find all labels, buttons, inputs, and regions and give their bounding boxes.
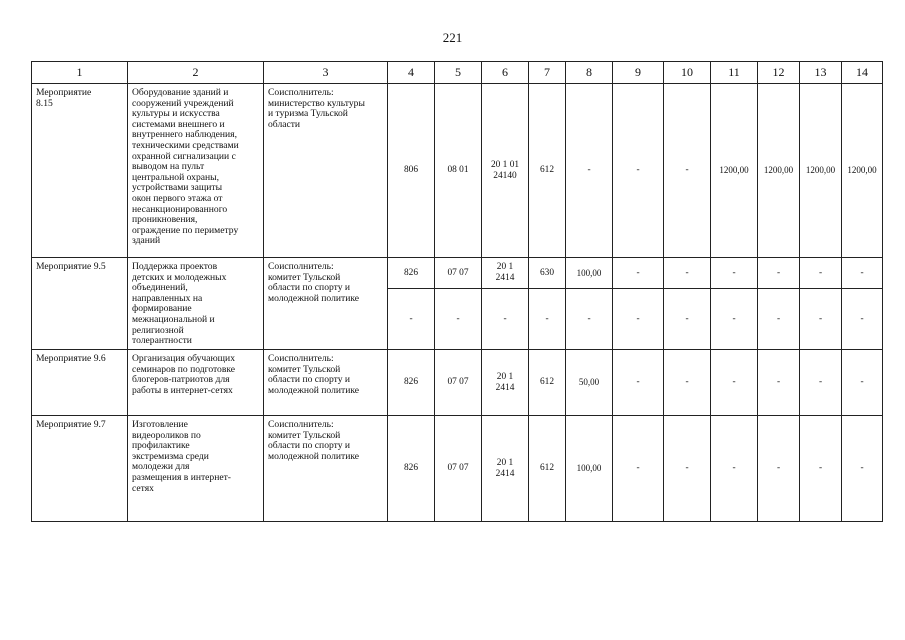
value-cell: 1200,00	[711, 84, 758, 258]
value-cell: 612	[529, 350, 566, 416]
value-cell: 612	[529, 84, 566, 258]
value-cell: -	[842, 289, 883, 350]
value-cell: 20 1 2414	[482, 350, 529, 416]
value-cell: -	[842, 416, 883, 522]
value-cell: -	[529, 289, 566, 350]
value-cell: 100,00	[566, 258, 613, 289]
value-cell: -	[613, 416, 664, 522]
value-cell: -	[800, 289, 842, 350]
value-cell: -	[435, 289, 482, 350]
budget-table	[31, 61, 883, 522]
value-cell: -	[613, 84, 664, 258]
value-cell: -	[711, 350, 758, 416]
header-row	[32, 62, 883, 84]
value-cell: 50,00	[566, 350, 613, 416]
value-cell: -	[664, 289, 711, 350]
activity-description: Оборудование зданий и сооружений учреждений культуры и искусства системами внешнего и внутреннего наблюдения, техническими средствами охранной сигнализации с выводом на пульт центральной охраны, устройствами защиты окон первого этажа от несанкционированного проникновения, ограждение по периметру зданий	[128, 84, 264, 258]
value-cell: -	[613, 350, 664, 416]
value-cell: 826	[388, 416, 435, 522]
table-row	[32, 84, 883, 258]
value-cell: 630	[529, 258, 566, 289]
value-cell: -	[388, 289, 435, 350]
value-cell: 20 1 01 24140	[482, 84, 529, 258]
column-header: 5	[435, 62, 482, 84]
value-cell: 1200,00	[842, 84, 883, 258]
value-cell: 20 1 2414	[482, 416, 529, 522]
co-executor: Соисполнитель: комитет Тульской области по спорту и молодежной политике	[264, 258, 388, 350]
column-header: 1	[32, 62, 128, 84]
value-cell: 612	[529, 416, 566, 522]
value-cell: -	[711, 258, 758, 289]
value-cell: -	[566, 289, 613, 350]
table-row	[32, 350, 883, 416]
value-cell: -	[613, 258, 664, 289]
value-cell: -	[758, 350, 800, 416]
column-header: 11	[711, 62, 758, 84]
column-header: 2	[128, 62, 264, 84]
value-cell: -	[664, 258, 711, 289]
table-row	[32, 258, 883, 289]
column-header: 9	[613, 62, 664, 84]
column-header: 10	[664, 62, 711, 84]
column-header: 3	[264, 62, 388, 84]
value-cell: 08 01	[435, 84, 482, 258]
activity-label: Мероприятие 8.15	[32, 84, 128, 258]
value-cell: -	[800, 258, 842, 289]
value-cell: -	[664, 84, 711, 258]
activity-description: Поддержка проектов детских и молодежных объединений, направленных на формирование межнациональной и религиозной толерантности	[128, 258, 264, 350]
value-cell: 1200,00	[800, 84, 842, 258]
value-cell: 806	[388, 84, 435, 258]
co-executor: Соисполнитель: министерство культуры и туризма Тульской области	[264, 84, 388, 258]
co-executor: Соисполнитель: комитет Тульской области по спорту и молодежной политике	[264, 350, 388, 416]
value-cell: -	[842, 258, 883, 289]
value-cell: 07 07	[435, 416, 482, 522]
activity-label: Мероприятие 9.6	[32, 350, 128, 416]
value-cell: 07 07	[435, 258, 482, 289]
column-header: 12	[758, 62, 800, 84]
value-cell: 826	[388, 258, 435, 289]
column-header: 14	[842, 62, 883, 84]
column-header: 7	[529, 62, 566, 84]
value-cell: 07 07	[435, 350, 482, 416]
column-header: 8	[566, 62, 613, 84]
co-executor: Соисполнитель: комитет Тульской области по спорту и молодежной политике	[264, 416, 388, 522]
value-cell: -	[758, 258, 800, 289]
value-cell: 1200,00	[758, 84, 800, 258]
activity-label: Мероприятие 9.5	[32, 258, 128, 350]
value-cell: -	[711, 289, 758, 350]
activity-label: Мероприятие 9.7	[32, 416, 128, 522]
value-cell: -	[482, 289, 529, 350]
page-number: 221	[442, 30, 463, 45]
value-cell: -	[758, 289, 800, 350]
value-cell: -	[613, 289, 664, 350]
value-cell: -	[711, 416, 758, 522]
column-header: 13	[800, 62, 842, 84]
value-cell: -	[664, 350, 711, 416]
value-cell: -	[800, 416, 842, 522]
value-cell: -	[800, 350, 842, 416]
value-cell: -	[842, 350, 883, 416]
value-cell: 100,00	[566, 416, 613, 522]
value-cell: -	[758, 416, 800, 522]
value-cell: 20 1 2414	[482, 258, 529, 289]
value-cell: -	[664, 416, 711, 522]
activity-description: Изготовление видеороликов по профилактике экстремизма среди молодежи для размещения в интернет- сетях	[128, 416, 264, 522]
column-header: 4	[388, 62, 435, 84]
table-row	[32, 416, 883, 522]
value-cell: -	[566, 84, 613, 258]
activity-description: Организация обучающих семинаров по подготовке блогеров-патриотов для работы в интернет-сетях	[128, 350, 264, 416]
value-cell: 826	[388, 350, 435, 416]
column-header: 6	[482, 62, 529, 84]
